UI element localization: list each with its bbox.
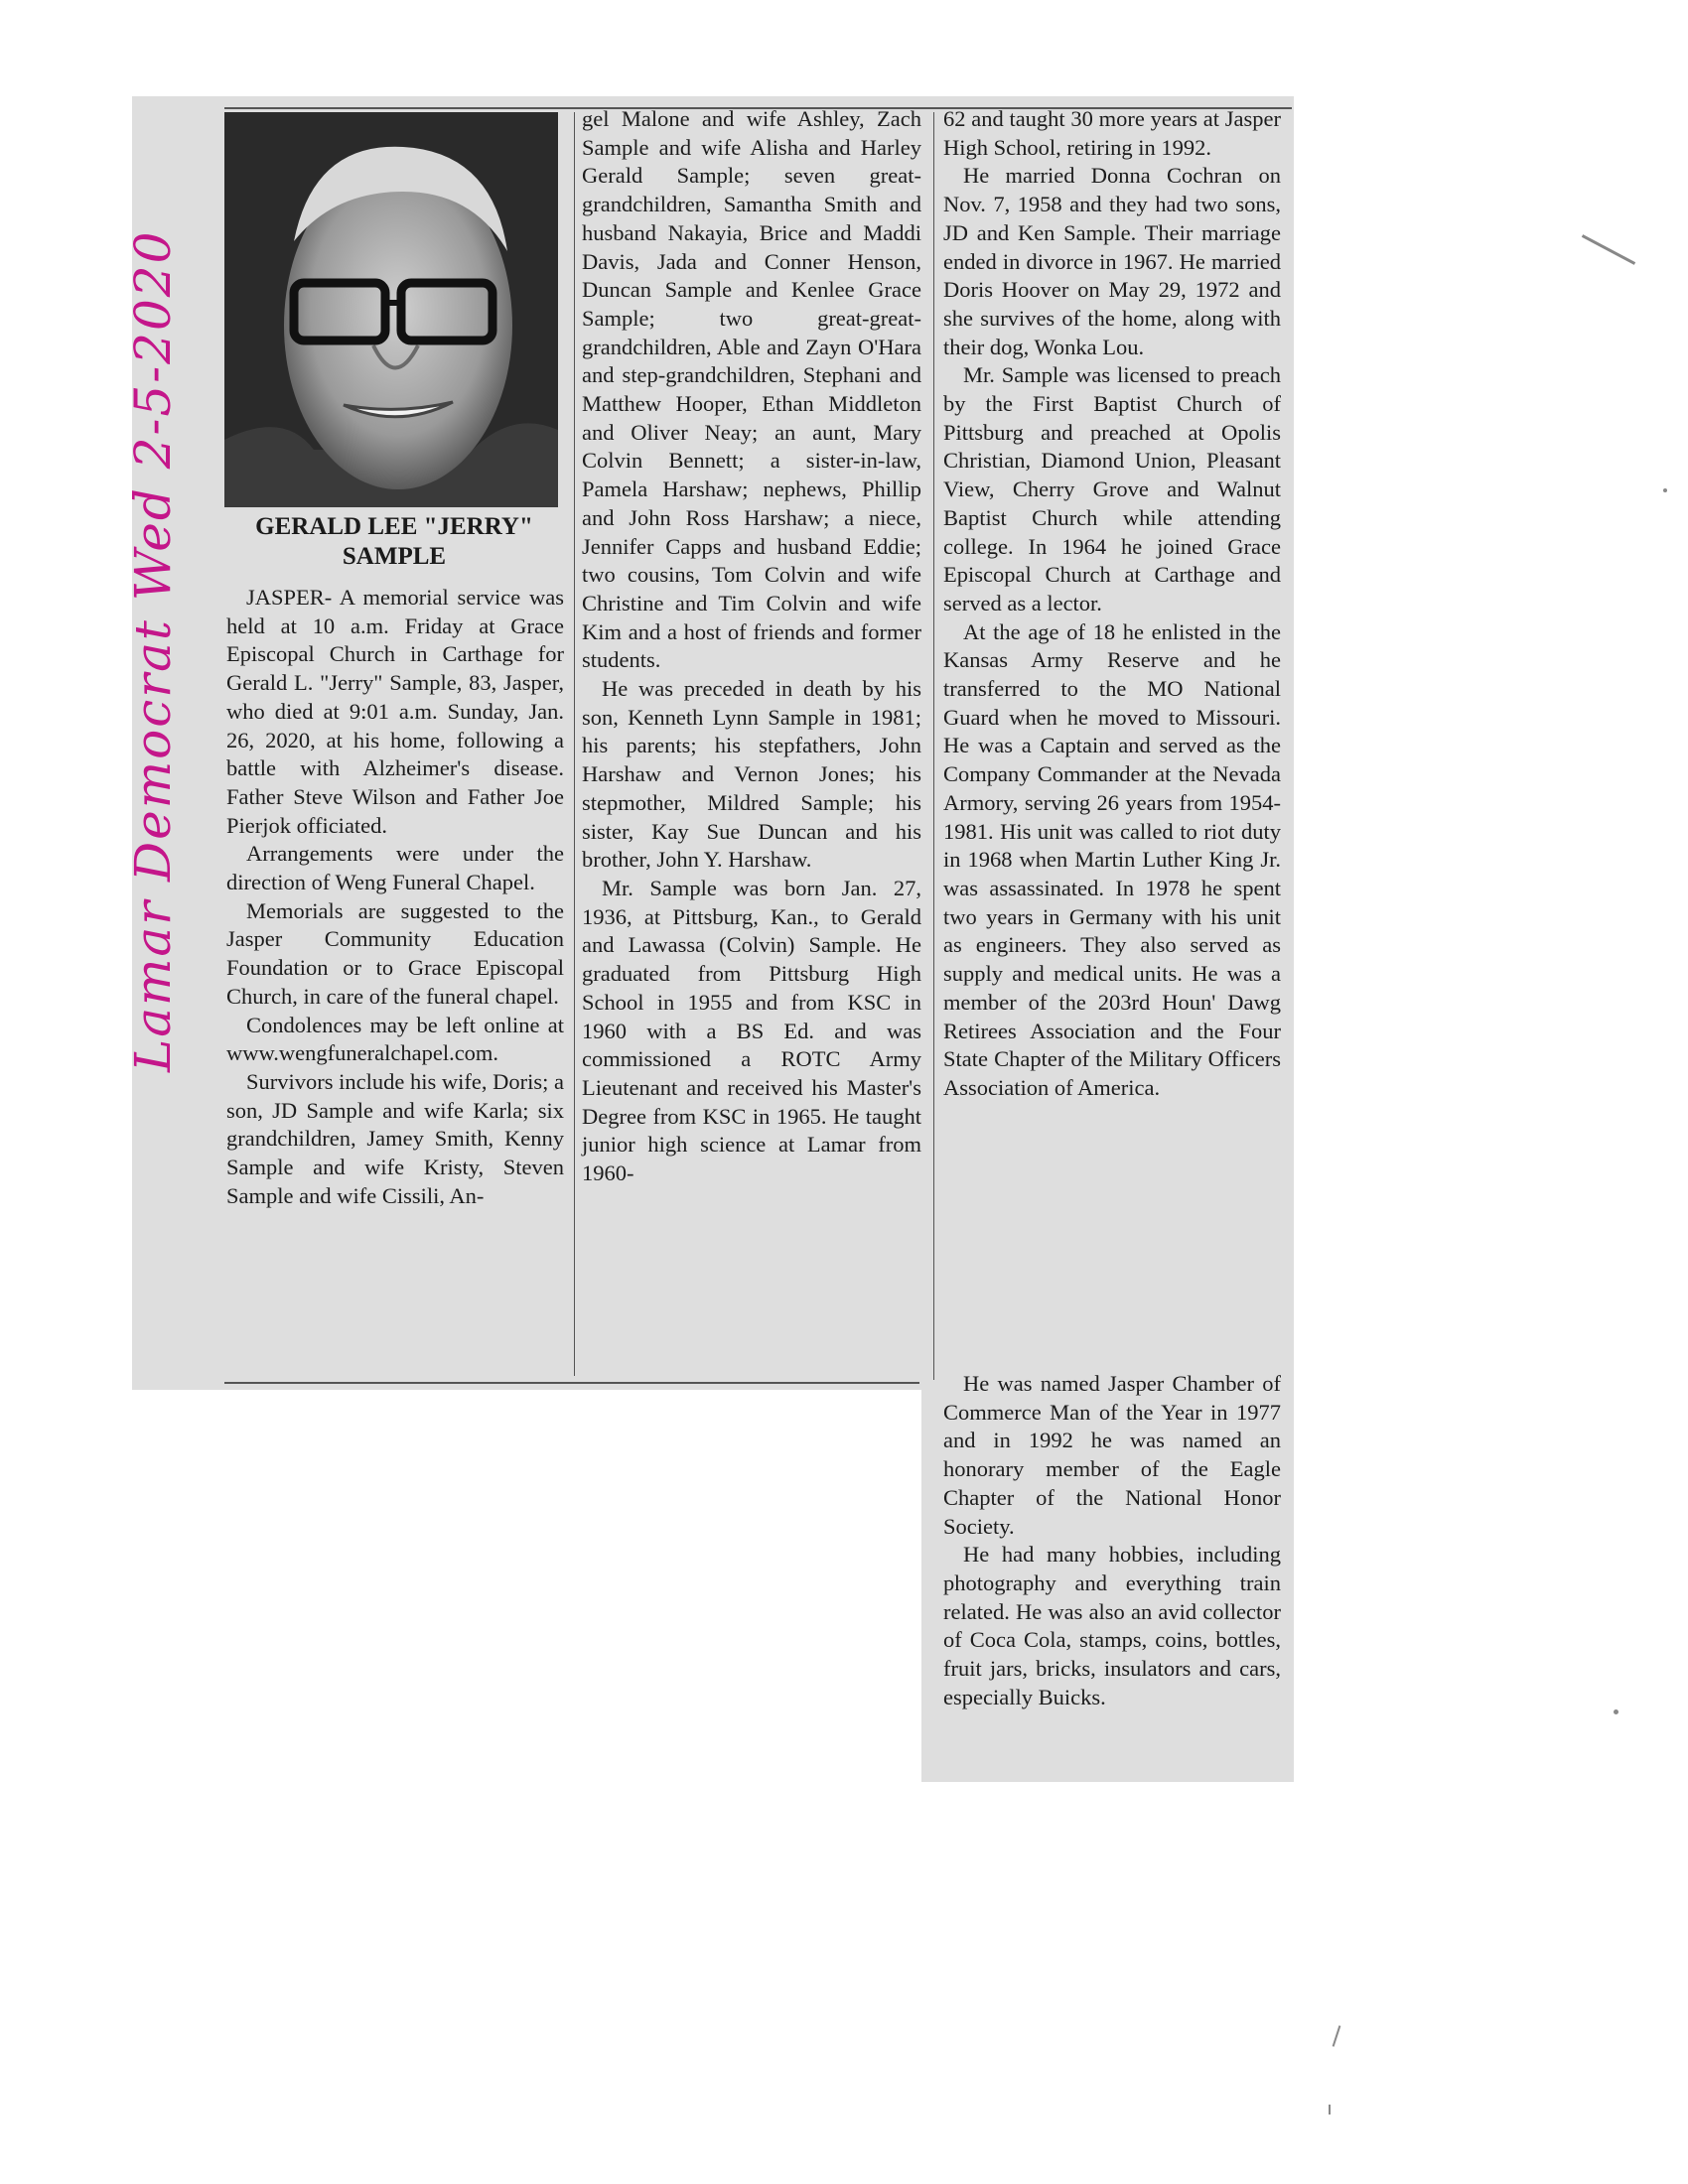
paragraph: JASPER- A memorial service was held at 10 a.m. Friday at Grace Episcopal Church in Carthage for Gerald L. "Jerry" Sample, 83, Jasper, who died at 9:01 a.m. Sunday, Jan. 26, 2020, at his home, following a battle with Alzheimer's disease. Father Steve Wilson and Father Joe Pierjok officiated. (226, 585, 564, 838)
portrait-photo (224, 112, 558, 507)
paragraph: gel Malone and wife Ashley, Zach Sample and wife Alisha and Harley Gerald Sample; seven great-grandchildren, Samantha Smith and husband Nakayia, Brice and Maddi Davis, Jada and Conner Henson, Duncan Sample and Kenlee Grace Sample; two great-great-grandchildren, Able and Zayn O'Hara and step-grandchildren, Stephani and Matthew Hooper, Ethan Middleton and Oliver Neay; an aunt, Mary Colvin Bennett; a sister-in-law, Pamela Harshaw; nephews, Phillip and John Ross Harshaw; a niece, Jennifer Capps and husband Eddie; two cousins, Tom Colvin and wife Christine and Tim Colvin and wife Kim and a host of friends and former students. (582, 106, 921, 673)
paragraph: Survivors include his wife, Doris; a son, JD Sample and wife Karla; six grandchildren, Jamey Smith, Kenny Sample and wife Kristy, Steven Sample and wife Cissili, An- (226, 1068, 564, 1208)
scan-mark (1333, 2025, 1341, 2047)
paragraph: At the age of 18 he enlisted in the Kansas Army Reserve and he transferred to the MO National Guard when he moved to Missouri. He was a Captain and served as the Company Commander at the Nevada Armory, serving 26 years from 1954-1981. His unit was called to riot duty in 1968 when Martin Luther King Jr. was assassinated. In 1978 he spent two years in Germany with his unit as engineers. They also served as supply and medical units. He was a member of the 203rd Houn' Dawg Retirees Association and the Four State Chapter of the Military Officers Association of America. (943, 618, 1281, 1100)
scan-mark (1663, 488, 1667, 492)
scan-mark (1582, 234, 1635, 265)
paragraph: Memorials are suggested to the Jasper Community Education Foundation or to Grace Episcopal Church, in care of the funeral chapel. (226, 897, 564, 1009)
paragraph: 62 and taught 30 more years at Jasper High School, retiring in 1992. (943, 106, 1281, 160)
paragraph: Mr. Sample was licensed to preach by the First Baptist Church of Pittsburg and preached at Opolis Christian, Diamond Union, Pleasant View, Cherry Grove and Walnut Baptist Church while attending college. In 1964 he joined Grace Episcopal Church at Carthage and served as a lector. (943, 362, 1281, 615)
paragraph: Arrangements were under the direction of Weng Funeral Chapel. (226, 841, 564, 895)
column-divider (574, 112, 575, 1376)
headline-surname: SAMPLE (342, 543, 447, 570)
paragraph: He had many hobbies, including photography and everything train related. He was also an avid collector of Coca Cola, stamps, coins, bottles, fruit jars, bricks, insulators and cars, especially Buicks. (943, 1542, 1281, 1709)
obituary-column-2 (582, 105, 921, 1188)
scan-mark (1614, 1709, 1618, 1714)
obituary-column-4 (943, 1370, 1281, 1711)
paragraph: Condolences may be left online at www.wengfuneralchapel.com. (226, 1012, 564, 1066)
handwritten-date-note: Lamar Democrat Wed 2-5-2020 (124, 229, 182, 1072)
paragraph: He was preceded in death by his son, Kenneth Lynn Sample in 1981; his parents; his stepfathers, John Harshaw and Vernon Jones; his stepmother, Mildred Sample; his sister, Kay Sue Duncan and his brother, John Y. Harshaw. (582, 676, 921, 873)
obituary-column-1 (226, 584, 564, 1210)
column-divider (933, 112, 934, 1380)
obituary-column-3 (943, 105, 1281, 1103)
scan-mark (1329, 2105, 1331, 2115)
bottom-rule (224, 1382, 919, 1384)
paragraph: Mr. Sample was born Jan. 27, 1936, at Pittsburg, Kan., to Gerald and Lawassa (Colvin) Sample. He graduated from Pittsburg High School in 1955 and from KSC in 1960 with a BS Ed. and was commissioned a ROTC Army Lieutenant and received his Master's Degree from KSC in 1965. He taught junior high science at Lamar from 1960- (582, 875, 921, 1186)
obituary-headline (220, 512, 568, 572)
paragraph: He was named Jasper Chamber of Commerce Man of the Year in 1977 and in 1992 he was named an honorary member of the Eagle Chapter of the National Honor Society. (943, 1371, 1281, 1539)
headline-name: GERALD LEE "JERRY" (255, 513, 533, 540)
paragraph: He married Donna Cochran on Nov. 7, 1958 and they had two sons, JD and Ken Sample. Their marriage ended in divorce in 1967. He married Doris Hoover on May 29, 1972 and she survives of the home, along with their dog, Wonka Lou. (943, 163, 1281, 359)
